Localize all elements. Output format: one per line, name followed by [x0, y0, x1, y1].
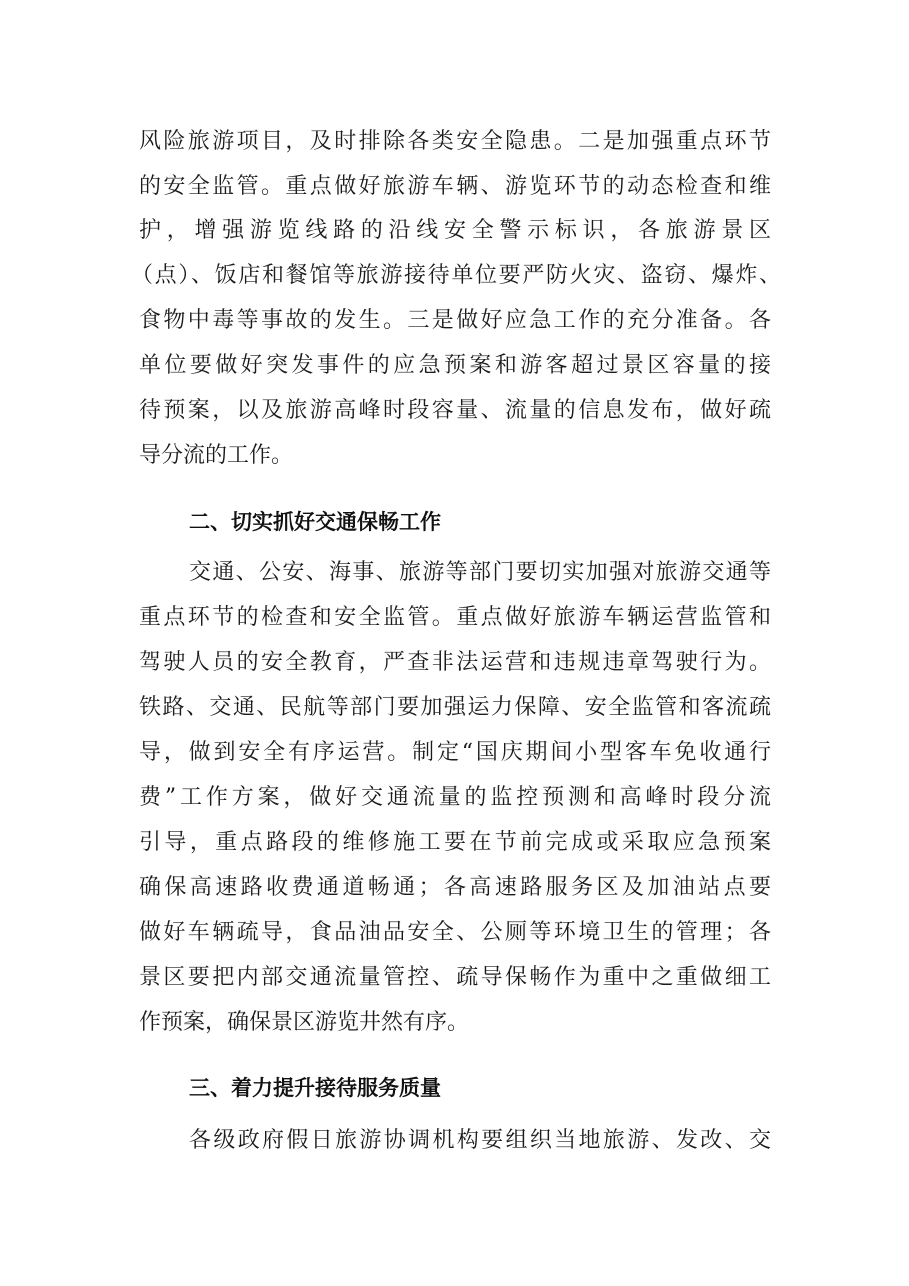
- paragraph-line: 引导，重点路段的维修施工要在节前完成或采取应急预案: [139, 830, 771, 855]
- paragraph-line: 费”工作方案，做好交通流量的监控预测和高峰时段分流: [139, 785, 771, 810]
- section-heading: 二、切实抓好交通保畅工作: [189, 510, 441, 534]
- paragraph-line: 待预案，以及旅游高峰时段容量、流量的信息发布，做好疏: [139, 398, 771, 423]
- paragraph-line: 导，做到安全有序运营。制定“国庆期间小型客车免收通行: [139, 740, 771, 765]
- paragraph-line: 单位要做好突发事件的应急预案和游客超过景区容量的接: [139, 353, 771, 378]
- paragraph-line: 驾驶人员的安全教育，严查非法运营和违规违章驾驶行为。: [139, 650, 771, 675]
- paragraph-line: 各级政府假日旅游协调机构要组织当地旅游、发改、交: [189, 1128, 771, 1153]
- paragraph-line: 重点环节的检查和安全监管。重点做好旅游车辆运营监管和: [139, 605, 771, 630]
- paragraph-line: （点）、饭店和餐馆等旅游接待单位要严防火灾、盗窃、爆炸、: [131, 263, 781, 288]
- section-heading: 三、着力提升接待服务质量: [189, 1076, 441, 1100]
- paragraph-line: 铁路、交通、民航等部门要加强运力保障、安全监管和客流疏: [139, 695, 771, 720]
- paragraph-line: 作预案，确保景区游览井然有序。: [139, 1010, 470, 1035]
- paragraph-line: 导分流的工作。: [139, 443, 294, 468]
- paragraph-line: 风险旅游项目，及时排除各类安全隐患。二是加强重点环节: [139, 129, 771, 154]
- paragraph-line: 护，增强游览线路的沿线安全警示标识，各旅游景区: [139, 218, 771, 243]
- paragraph-line: 交通、公安、海事、旅游等部门要切实加强对旅游交通等: [189, 560, 771, 585]
- paragraph-line: 景区要把内部交通流量管控、疏导保畅作为重中之重做细工: [139, 965, 771, 990]
- paragraph-line: 食物中毒等事故的发生。三是做好应急工作的充分准备。各: [139, 308, 771, 333]
- paragraph-line: 的安全监管。重点做好旅游车辆、游览环节的动态检查和维: [139, 174, 771, 199]
- paragraph-line: 确保高速路收费通道畅通；各高速路服务区及加油站点要: [139, 875, 771, 900]
- paragraph-line: 做好车辆疏导，食品油品安全、公厕等环境卫生的管理；各: [139, 920, 771, 945]
